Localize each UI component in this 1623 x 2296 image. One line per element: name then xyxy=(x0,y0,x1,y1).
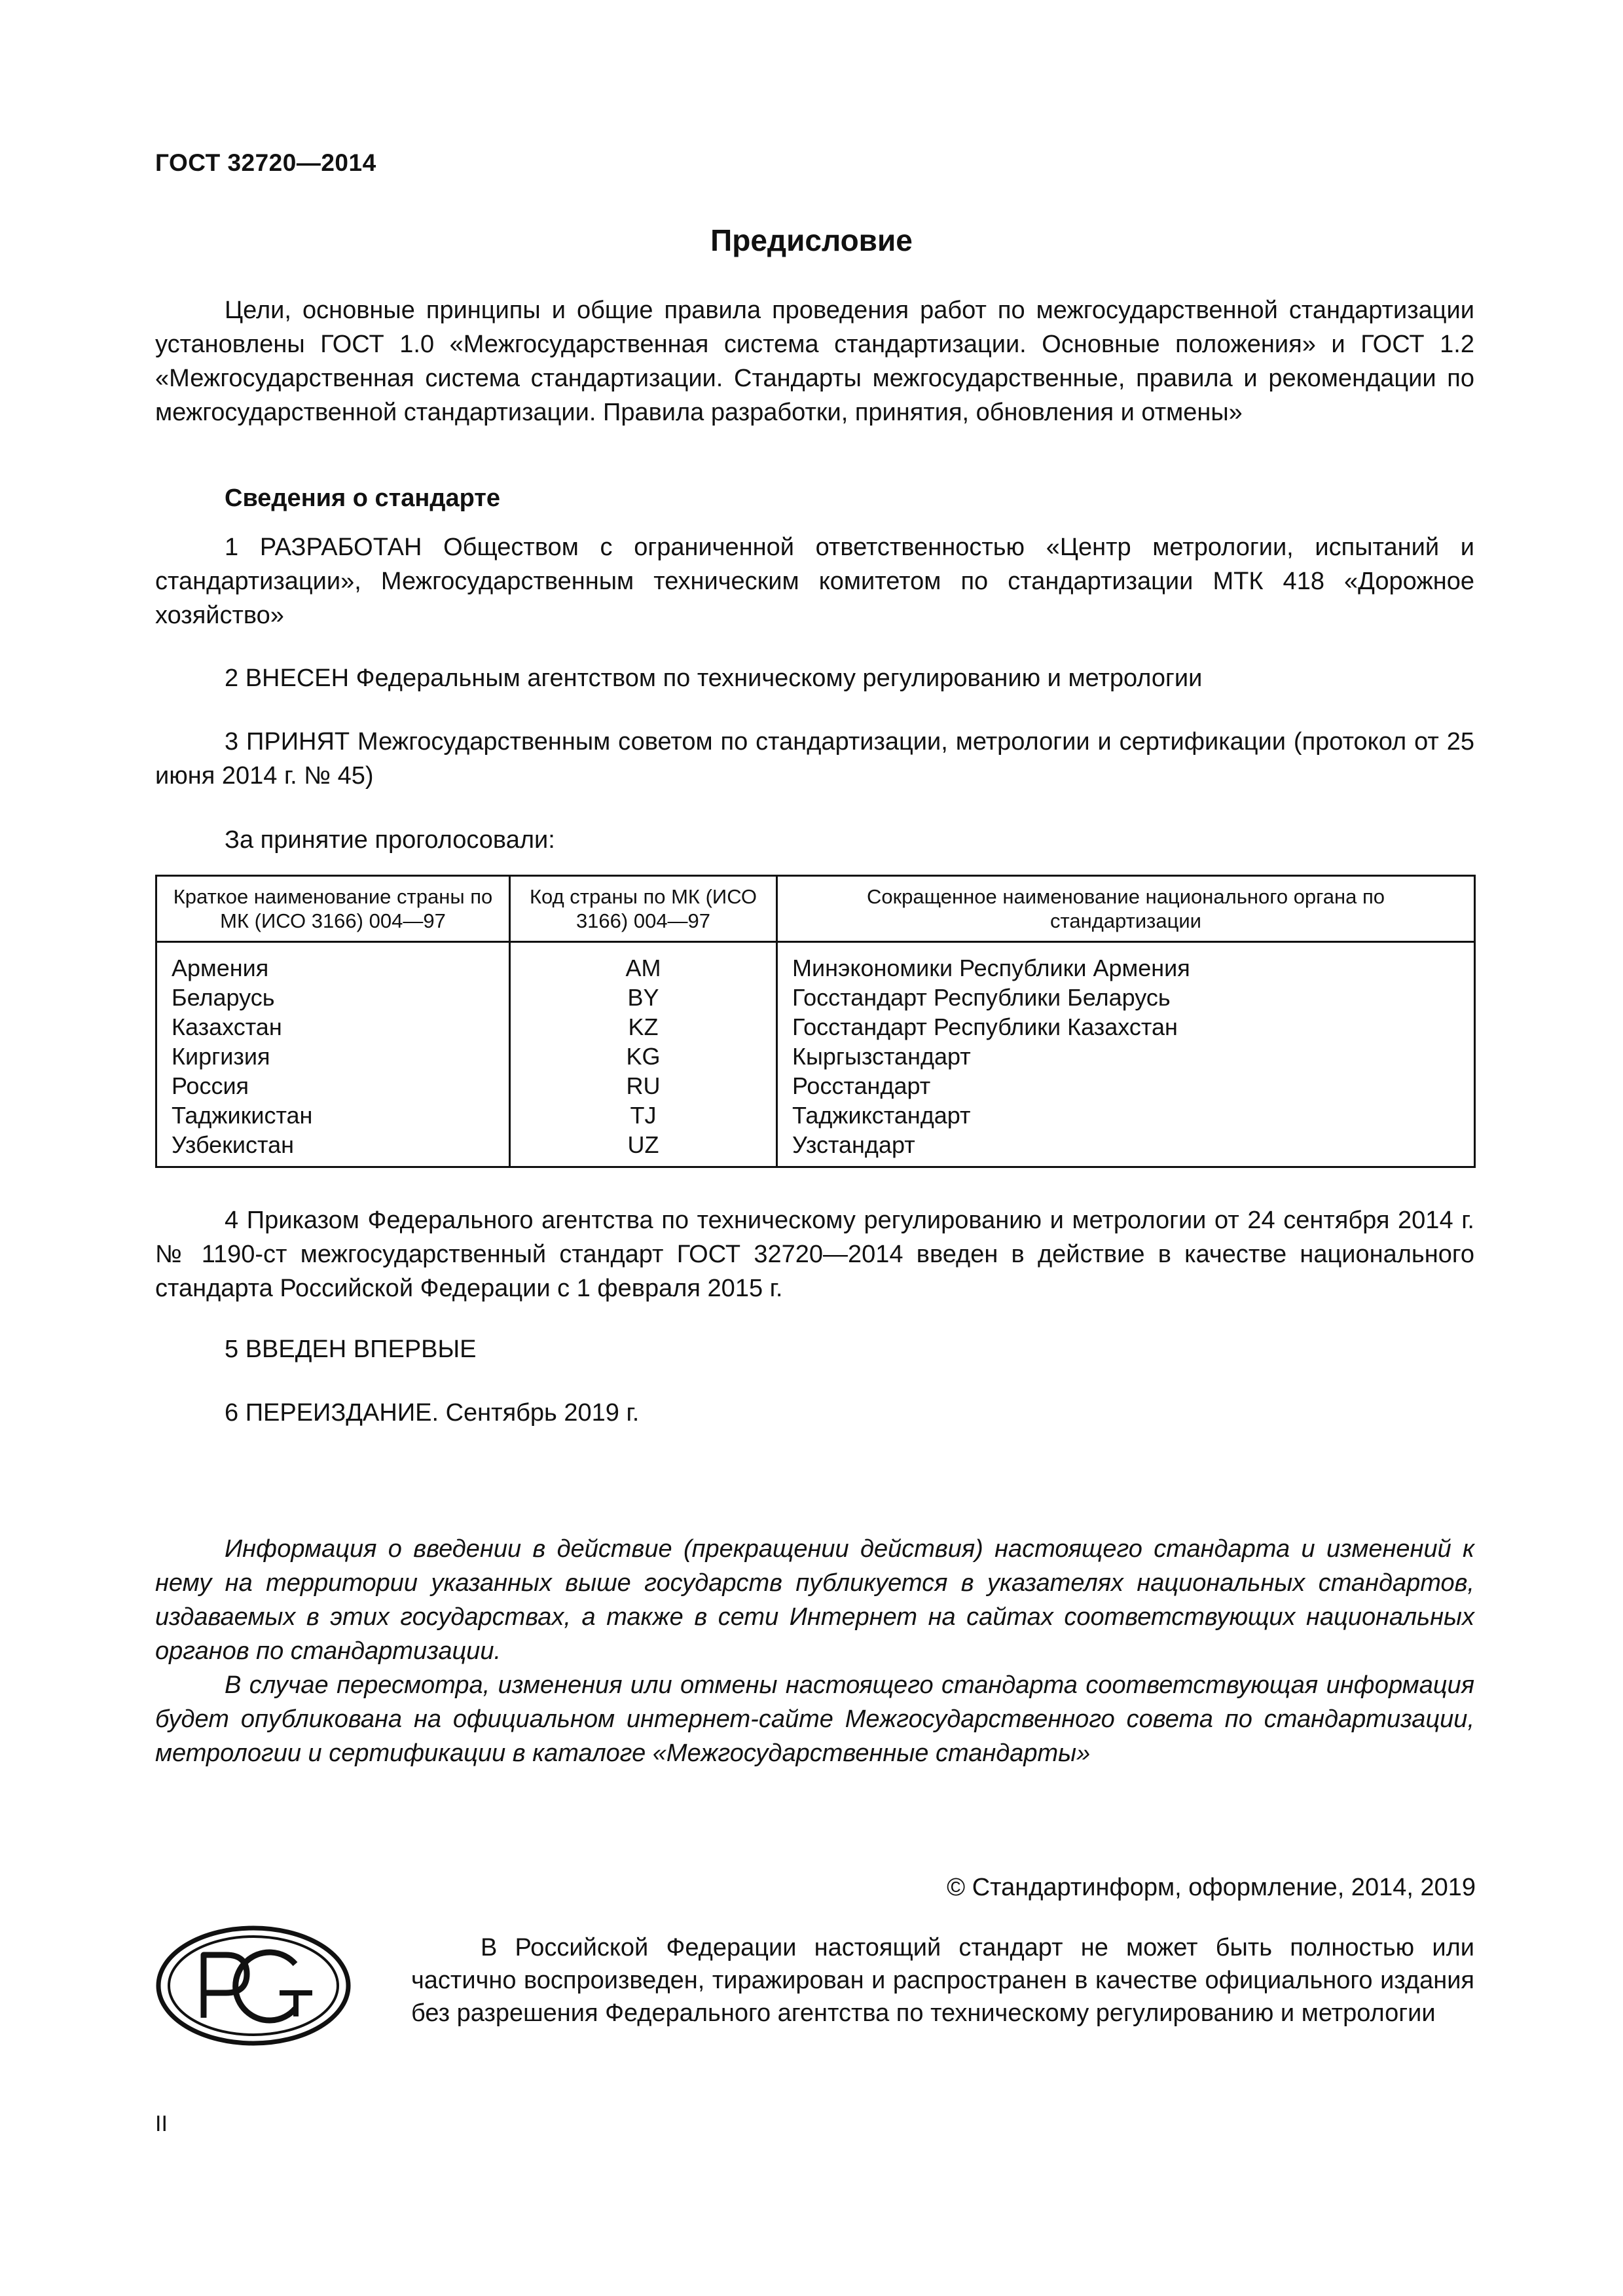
intro-block xyxy=(155,293,1474,429)
cell-country: Узбекистан xyxy=(156,1130,510,1167)
cell-body: Госстандарт Республики Беларусь xyxy=(777,983,1475,1012)
table-row xyxy=(156,983,1475,1012)
info-block xyxy=(155,1532,1474,1770)
copyright-line: © Стандартинформ, оформление, 2014, 2019 xyxy=(947,1874,1476,1901)
item-6-block xyxy=(155,1396,1474,1430)
table-row xyxy=(156,1130,1475,1167)
cell-code: BY xyxy=(510,983,777,1012)
cell-body: Кыргызстандарт xyxy=(777,1042,1475,1071)
table-header-row xyxy=(156,876,1475,942)
cell-country: Казахстан xyxy=(156,1012,510,1042)
cell-country: Таджикистан xyxy=(156,1101,510,1130)
info-paragraph-1: Информация о введении в действие (прекращении действия) настоящего стандарта и изменений к нему на территории указанных выше государств публикуется в указателях национальных стандартов, издаваемых в этих государствах, а также в сети Интернет на сайтах соответствующих национальных органов по стандартизации. xyxy=(155,1535,1474,1665)
page-number: II xyxy=(155,2111,168,2136)
header-country-code: Код страны по МК (ИСО 3166) 004—97 xyxy=(510,876,777,942)
item-4-block xyxy=(155,1203,1474,1305)
item-1: 1 РАЗРАБОТАН Обществом с ограниченной ответственностью «Центр метрологии, испытаний и стандартизации», Межгосударственным техническим комитетом по стандартизации МТК 418 «Дорожное хозяйство» xyxy=(155,534,1474,629)
cell-code: AM xyxy=(510,942,777,983)
cell-country: Армения xyxy=(156,942,510,983)
notice-paragraph: В Российской Федерации настоящий стандарт не может быть полностью или частично воспроизведен, тиражирован и распространен в качестве официального издания без разрешения Федерального агентства по техническому регулированию и метрологии xyxy=(411,1934,1474,2027)
cell-country: Киргизия xyxy=(156,1042,510,1071)
table-row xyxy=(156,1012,1475,1042)
section-heading-block xyxy=(155,481,1474,515)
cell-code: TJ xyxy=(510,1101,777,1130)
cell-code: UZ xyxy=(510,1130,777,1167)
rst-logo-icon xyxy=(155,1925,352,2047)
reproduction-notice xyxy=(411,1931,1474,2030)
cell-body: Узстандарт xyxy=(777,1130,1475,1167)
item-3-block xyxy=(155,725,1474,793)
cell-code: KG xyxy=(510,1042,777,1071)
header-country-name: Краткое наименование страны по МК (ИСО 3166) 004—97 xyxy=(156,876,510,942)
cell-code: KZ xyxy=(510,1012,777,1042)
cell-body: Таджикстандарт xyxy=(777,1101,1475,1130)
cell-country: Беларусь xyxy=(156,983,510,1012)
cell-code: RU xyxy=(510,1071,777,1101)
intro-paragraph: Цели, основные принципы и общие правила проведения работ по межгосударственной стандартизации установлены ГОСТ 1.0 «Межгосударственная система стандартизации. Основные положения» и ГОСТ 1.2 «Межгосударственная система стандартизации. Стандарты межгосударственные, правила и рекомендации по межгосударственной стандартизации. Правила разработки, принятия, обновления и отмены» xyxy=(155,297,1474,426)
item-1-block xyxy=(155,530,1474,632)
item-2-block xyxy=(155,661,1474,695)
section-heading: Сведения о стандарте xyxy=(225,484,501,512)
item-2: 2 ВНЕСЕН Федеральным агентством по техническому регулированию и метрологии xyxy=(225,665,1203,692)
item-4: 4 Приказом Федерального агентства по техническому регулированию и метрологии от 24 сентября 2014 г. № 1190-ст межгосударственный стандарт ГОСТ 32720—2014 введен в действие в качестве национального стандарта Российской Федерации с 1 февраля 2015 г. xyxy=(155,1207,1474,1302)
table-row xyxy=(156,1042,1475,1071)
item-6: 6 ПЕРЕИЗДАНИЕ. Сентябрь 2019 г. xyxy=(225,1399,640,1427)
voted-label: За принятие проголосовали: xyxy=(225,826,555,854)
header-national-body: Сокращенное наименование национального органа по стандартизации xyxy=(777,876,1475,942)
item-5: 5 ВВЕДЕН ВПЕРВЫЕ xyxy=(225,1336,477,1363)
item-5-block xyxy=(155,1332,1474,1366)
item-3: 3 ПРИНЯТ Межгосударственным советом по стандартизации, метрологии и сертификации (протокол от 25 июня 2014 г. № 45) xyxy=(155,728,1474,790)
cell-country: Россия xyxy=(156,1071,510,1101)
page-title: Предисловие xyxy=(710,223,913,257)
voted-block xyxy=(155,823,1474,857)
cell-body: Росстандарт xyxy=(777,1071,1475,1101)
document-id-header: ГОСТ 32720—2014 xyxy=(155,149,376,176)
cell-body: Госстандарт Республики Казахстан xyxy=(777,1012,1475,1042)
table-row xyxy=(156,1071,1475,1101)
voting-table xyxy=(155,875,1476,1168)
table-row xyxy=(156,1101,1475,1130)
table-row xyxy=(156,942,1475,983)
cell-body: Минэкономики Республики Армения xyxy=(777,942,1475,983)
info-paragraph-2: В случае пересмотра, изменения или отмены настоящего стандарта соответствующая информация будет опубликована на официальном интернет-сайте Межгосударственного совета по стандартизации, метрологии и сертификации в каталоге «Межгосударственные стандарты» xyxy=(155,1671,1474,1767)
